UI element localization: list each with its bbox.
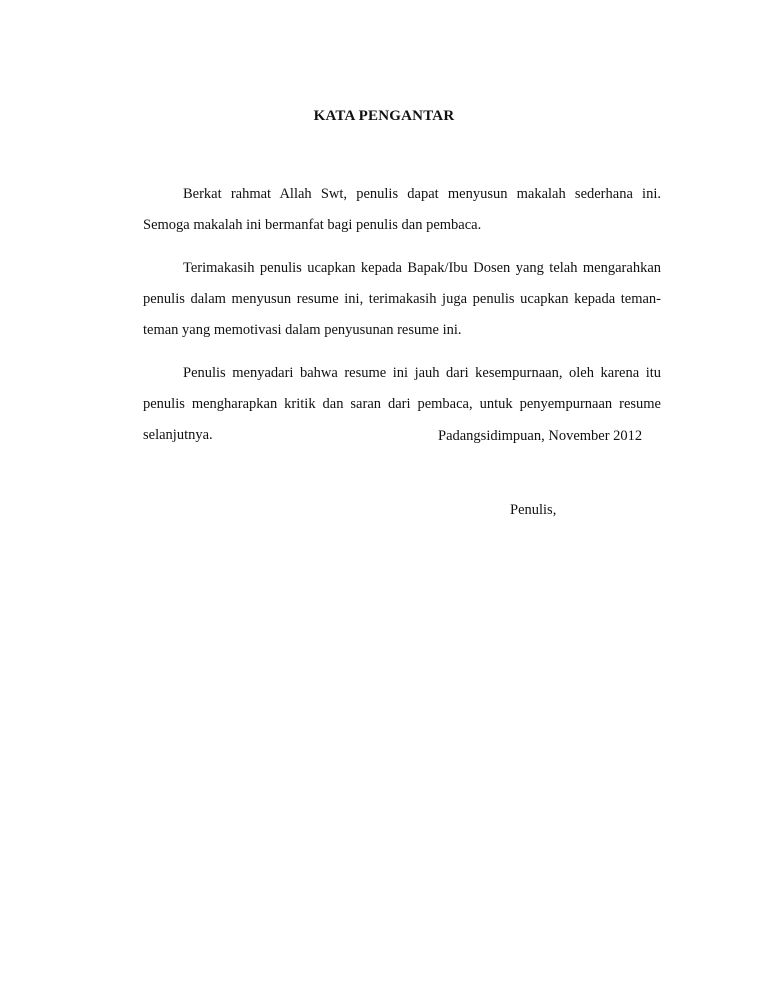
paragraph-2: Terimakasih penulis ucapkan kepada Bapak/Ibu Dosen yang telah mengarahkan penulis dalam menyusun resume ini, terimakasih juga penulis ucapkan kepada teman-teman yang memotivasi dalam penyusunan resume ini. (143, 260, 661, 338)
place-date: Padangsidimpuan, November 2012 (438, 428, 643, 444)
page-title: KATA PENGANTAR (313, 108, 455, 124)
paragraph-3: Penulis menyadari bahwa resume ini jauh dari kesempurnaan, oleh karena itu penulis mengharapkan kritik dan saran dari pembaca, untuk penyempurnaan resume selanjutnya. (143, 365, 661, 443)
body-text (143, 179, 661, 463)
signer-label: Penulis, (510, 502, 557, 518)
paragraph-1: Berkat rahmat Allah Swt, penulis dapat menyusun makalah sederhana ini. Semoga makalah ini bermanfat bagi penulis dan pembaca. (143, 186, 661, 233)
